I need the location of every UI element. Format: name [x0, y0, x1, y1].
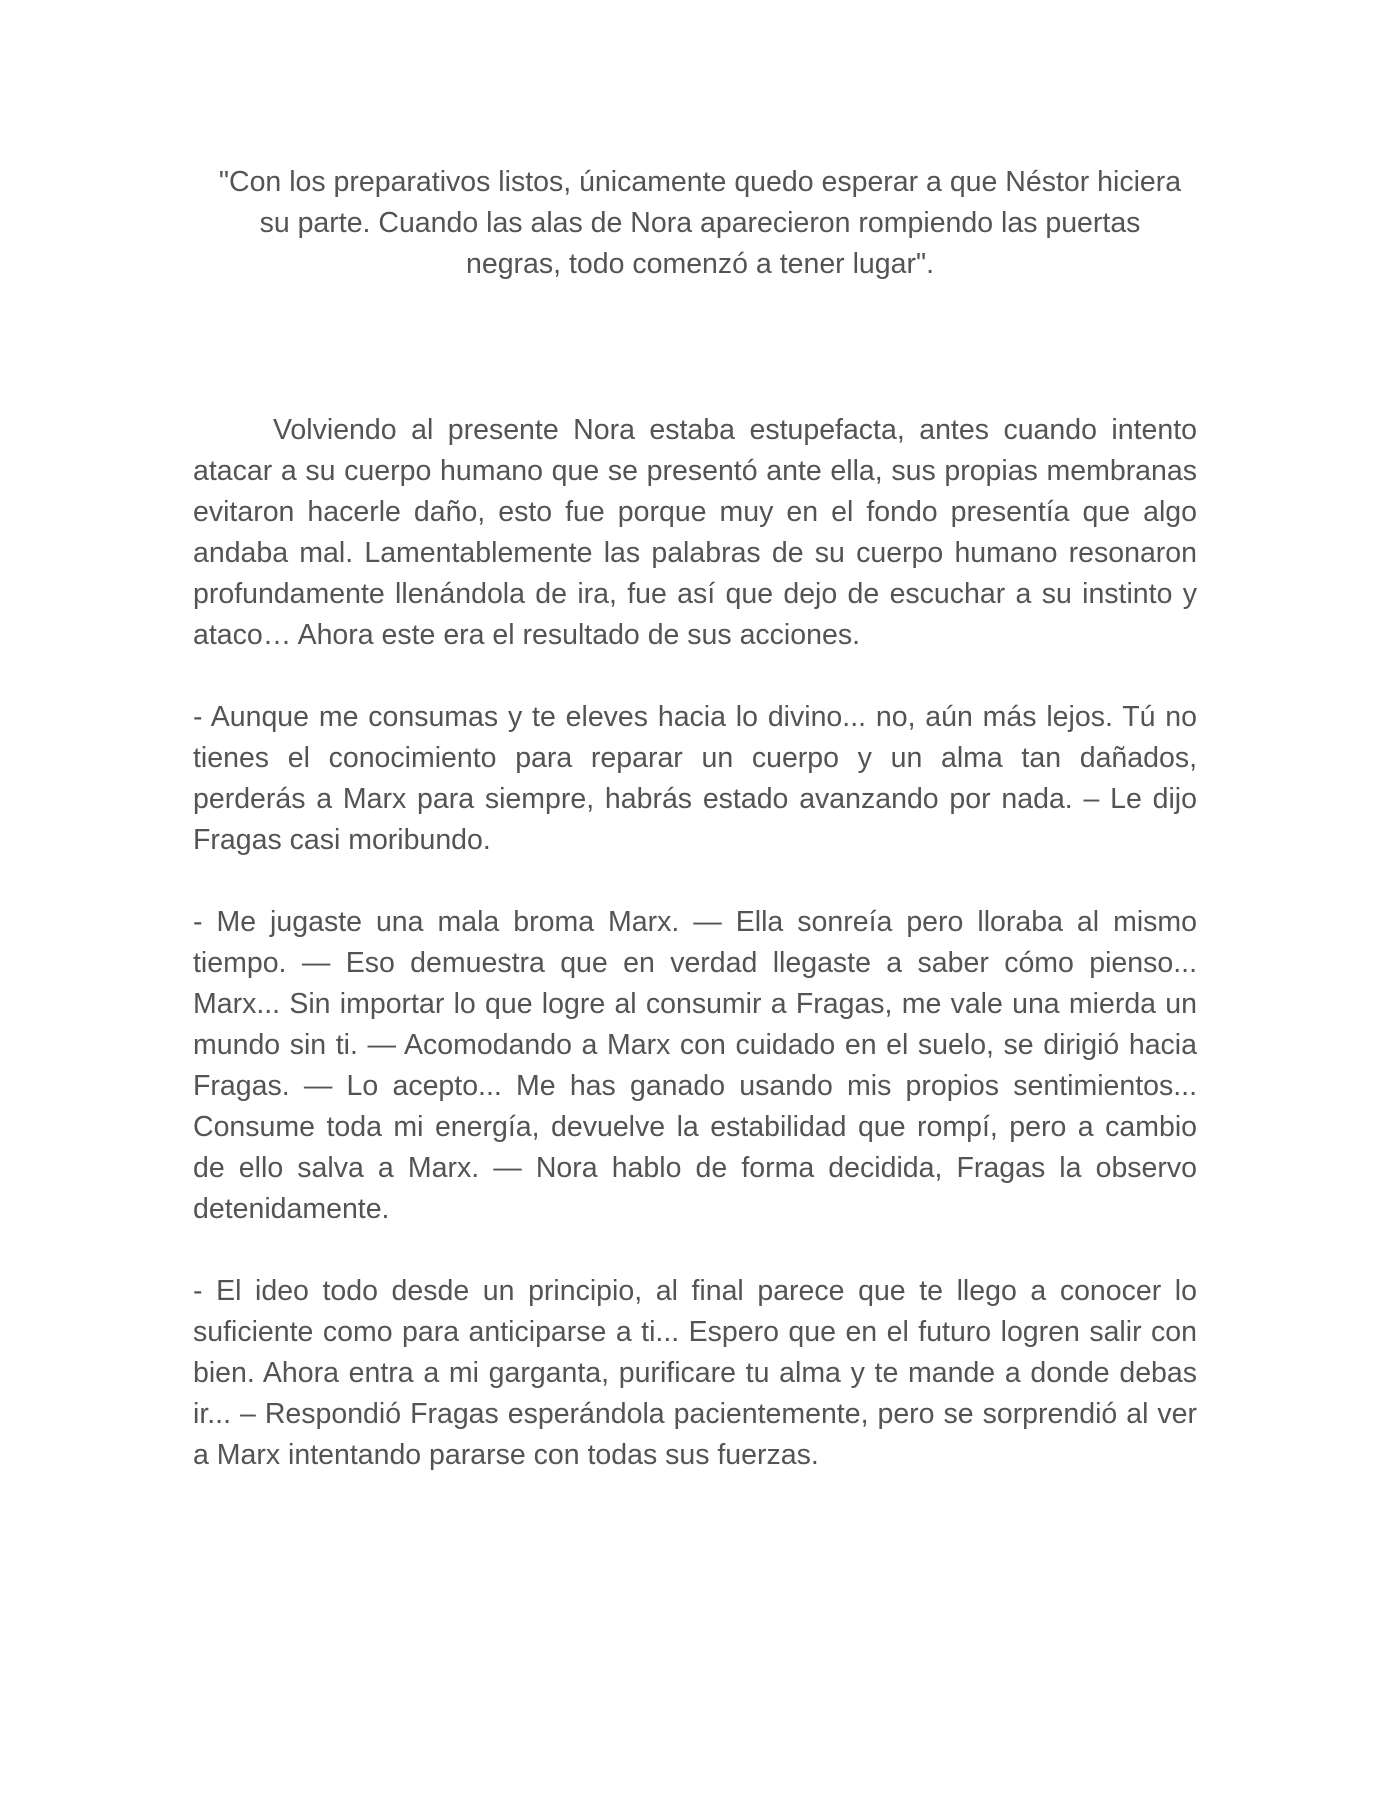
- paragraph-2: - Aunque me consumas y te eleves hacia lo divino... no, aún más lejos. Tú no tienes el conocimiento para reparar un cuerpo y un alma tan dañados, perderás a Marx para siempre, habrás estado avanzando por nada. – Le dijo Fragas casi moribundo.: [193, 701, 1197, 856]
- paragraph-3: - Me jugaste una mala broma Marx. — Ella sonreía pero lloraba al mismo tiempo. — Eso demuestra que en verdad llegaste a saber cómo pienso... Marx... Sin importar lo que logre al consumir a Fragas, me vale una mierda un mundo sin ti. — Acomodando a Marx con cuidado en el suelo, se dirigió hacia Fragas. — Lo acepto... Me has ganado usando mis propios sentimientos... Consume toda mi energía, devuelve la estabilidad que rompí, pero a cambio de ello salva a Marx. — Nora hablo de forma decidida, Fragas la observo detenidamente.: [193, 906, 1197, 1225]
- body-text: [193, 410, 1197, 1517]
- paragraph-4: - El ideo todo desde un principio, al final parece que te llego a conocer lo suficiente como para anticiparse a ti... Espero que en el futuro logren salir con bien. Ahora entra a mi garganta, purificare tu alma y te mande a donde debas ir... – Respondió Fragas esperándola pacientemente, pero se sorprendió al ver a Marx intentando pararse con todas sus fuerzas.: [193, 1275, 1197, 1471]
- opening-quote: "Con los preparativos listos, únicamente quedo esperar a que Néstor hiciera su parte. Cuando las alas de Nora aparecieron rompiendo las puertas negras, todo comenzó a tener lugar".: [218, 166, 1182, 280]
- paragraph-1: Volviendo al presente Nora estaba estupefacta, antes cuando intento atacar a su cuerpo humano que se presentó ante ella, sus propias membranas evitaron hacerle daño, esto fue porque muy en el fondo presentía que algo andaba mal. Lamentablemente las palabras de su cuerpo humano resonaron profundamente llenándola de ira, fue así que dejo de escuchar a su instinto y ataco… Ahora este era el resultado de sus acciones.: [193, 414, 1197, 651]
